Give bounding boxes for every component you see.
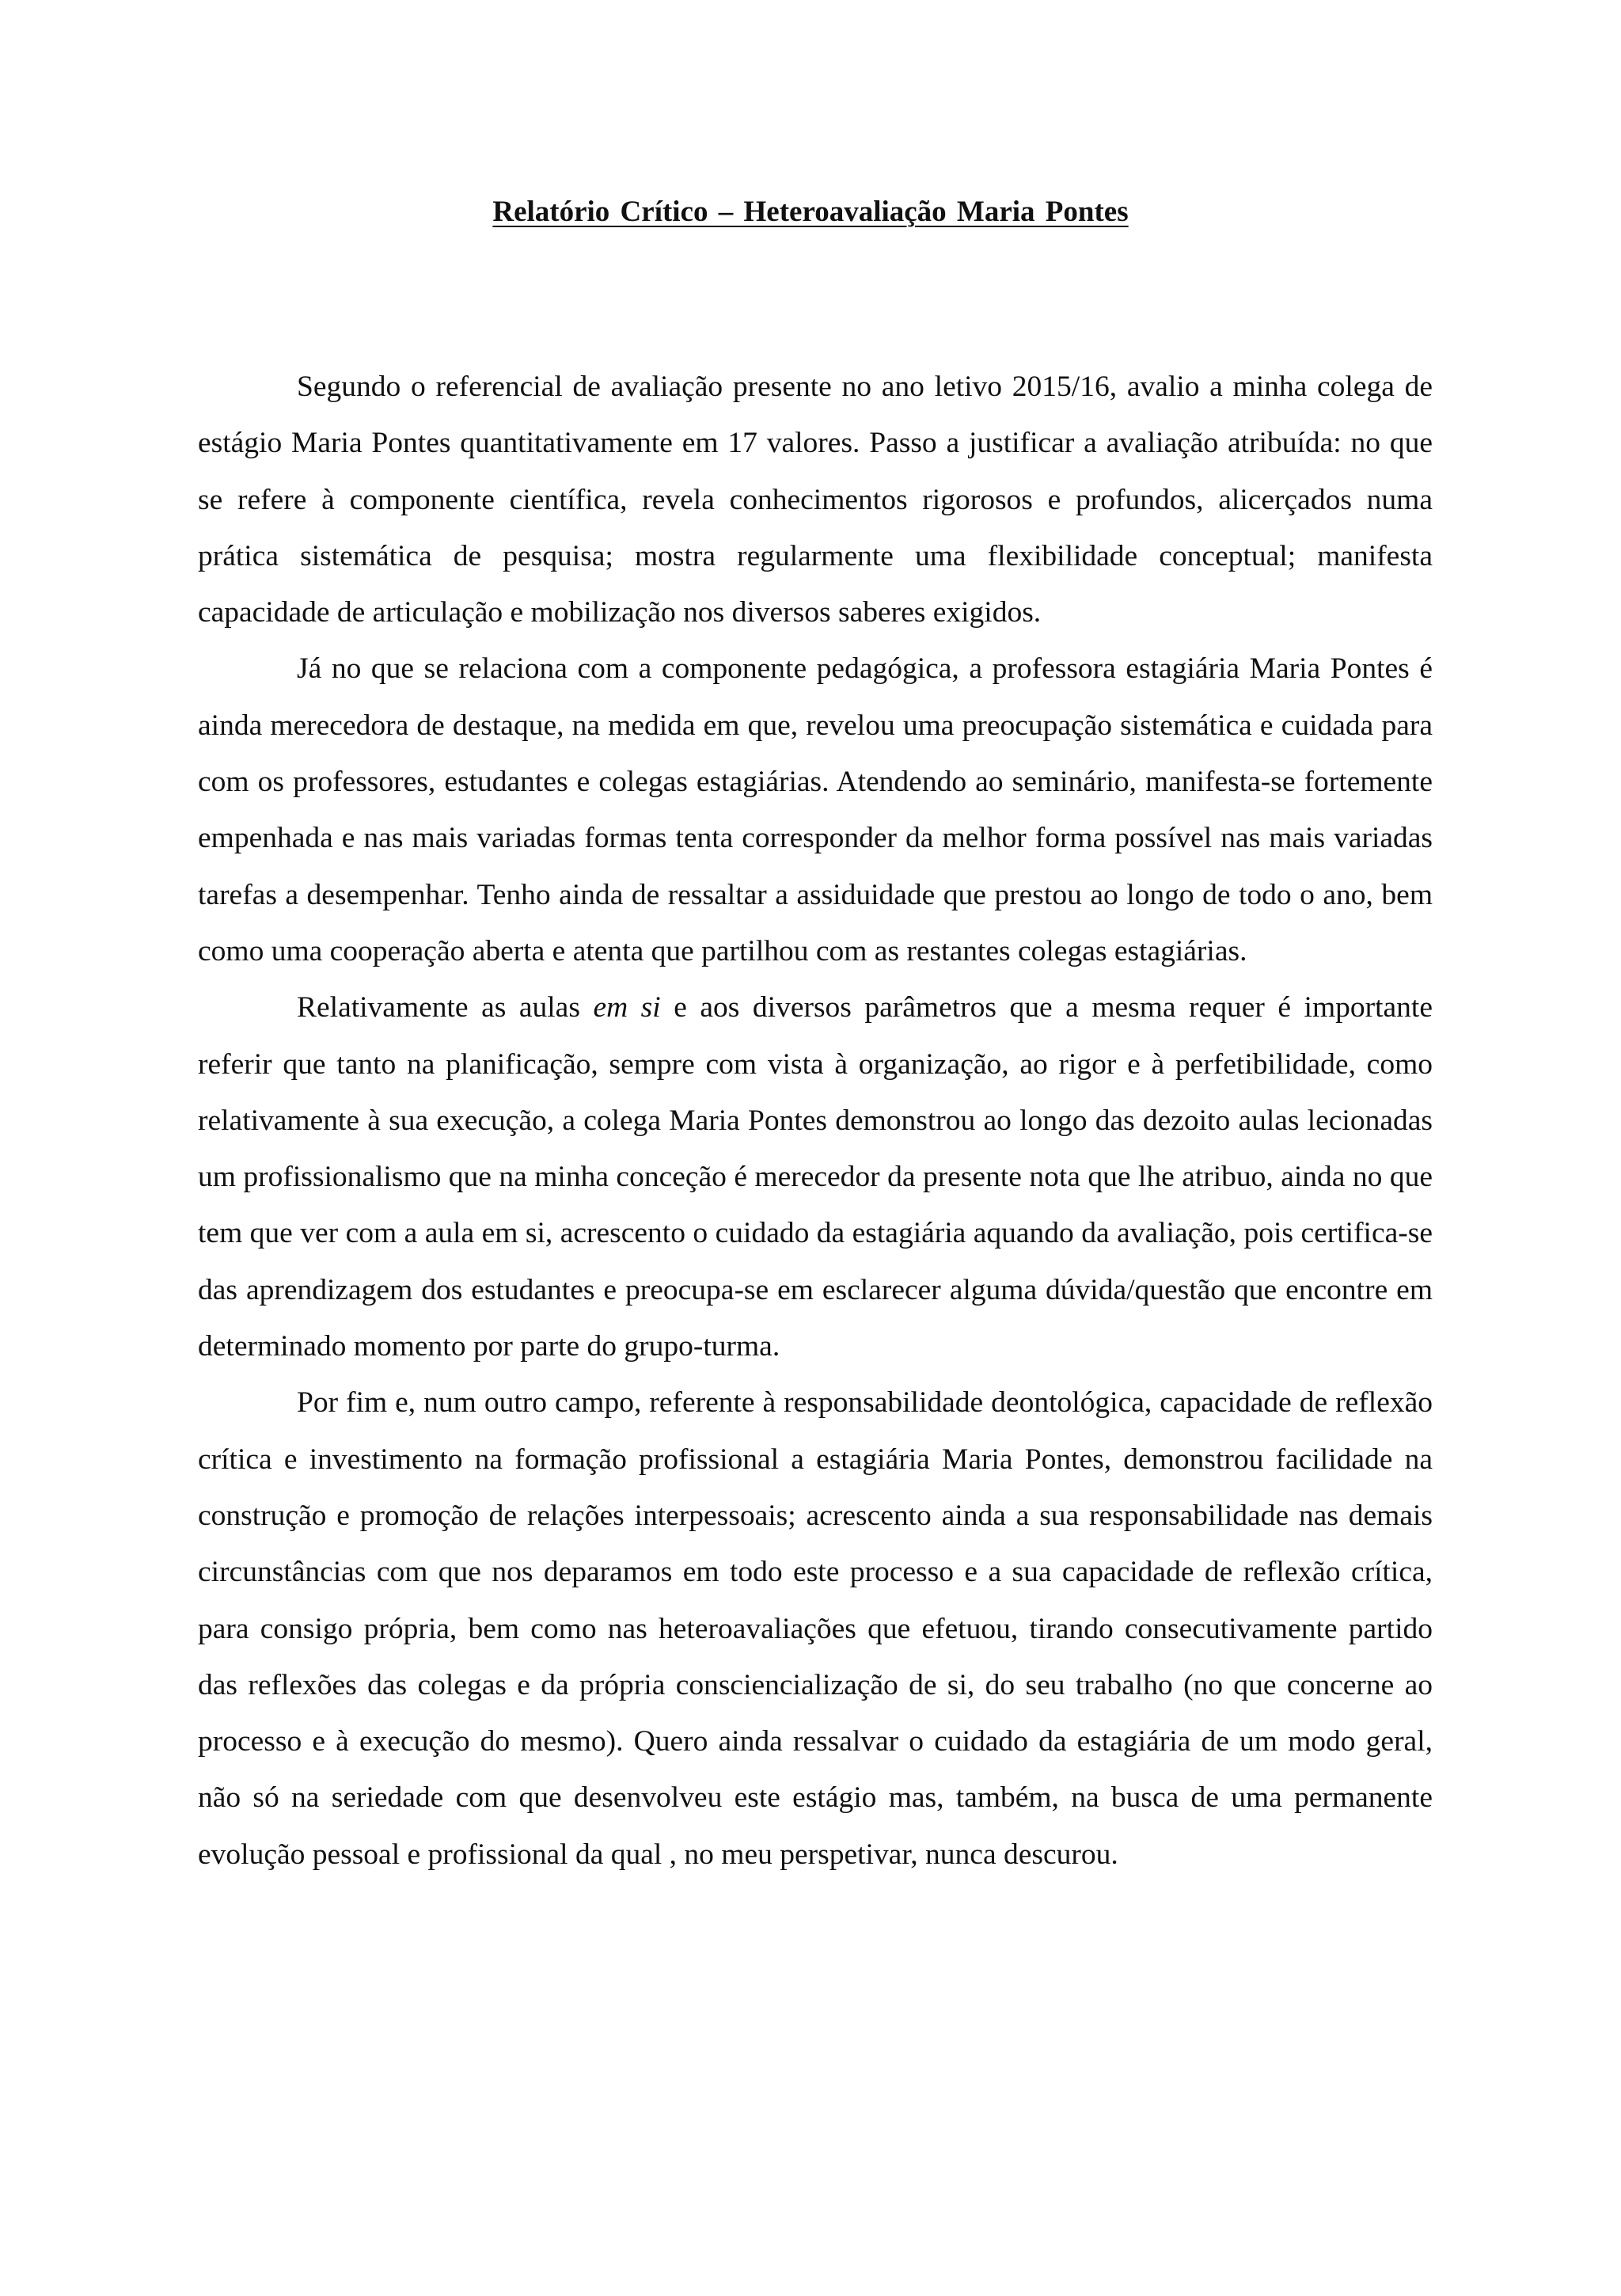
paragraph-classes-emphasis: em si xyxy=(593,991,661,1024)
paragraph-pedagogical-component: Já no que se relaciona com a componente pedagógica, a professora estagiária Maria Pontes é ainda merecedora de destaque, na medida em que, revelou uma preocupação sistemática e cuidada para com os professores, estudantes e colegas estagiárias. Atendendo ao seminário, manifesta-se fortemente empenhada e nas mais variadas formas tenta corresponder da melhor forma possível nas mais variadas tarefas a desempenhar. Tenho ainda de ressaltar a assiduidade que prestou ao longo de todo o ano, bem como uma cooperação aberta e atenta que partilhou com as restantes colegas estagiárias. xyxy=(198,652,1433,967)
paragraph-classes-text-before: Relativamente as aulas xyxy=(297,991,594,1024)
document-body xyxy=(198,359,1433,1883)
paragraph-deontological-responsibility: Por fim e, num outro campo, referente à responsabilidade deontológica, capacidade de reflexão crítica e investimento na formação profissional a estagiária Maria Pontes, demonstrou facilidade na construção e promoção de relações interpessoais; acrescento ainda a sua responsabilidade nas demais circunstâncias com que nos deparamos em todo este processo e a sua capacidade de reflexão crítica, para consigo própria, bem como nas heteroavaliações que efetuou, tirando consecutivamente partido das reflexões das colegas e da própria consciencialização de si, do seu trabalho (no que concerne ao processo e à execução do mesmo). Quero ainda ressalvar o cuidado da estagiária de um modo geral, não só na seriedade com que desenvolveu este estágio mas, também, na busca de uma permanente evolução pessoal e profissional da qual , no meu perspetivar, nunca descurou. xyxy=(198,1386,1433,1871)
document-title: Relatório Crítico – Heteroavaliação Maria Pontes xyxy=(492,196,1129,228)
paragraph-evaluation-summary: Segundo o referencial de avaliação presente no ano letivo 2015/16, avalio a minha colega de estágio Maria Pontes quantitativamente em 17 valores. Passo a justificar a avaliação atribuída: no que se refere à componente científica, revela conhecimentos rigorosos e profundos, alicerçados numa prática sistemática de pesquisa; mostra regularmente uma flexibilidade conceptual; manifesta capacidade de articulação e mobilização nos diversos saberes exigidos. xyxy=(198,371,1433,629)
paragraph-classes xyxy=(198,979,1433,1374)
paragraph-classes-text-after: e aos diversos parâmetros que a mesma requer é importante referir que tanto na planificação, sempre com vista à organização, ao rigor e à perfetibilidade, como relativamente à sua execução, a colega Maria Pontes demonstrou ao longo das dezoito aulas lecionadas um profissionalismo que na minha conceção é merecedor da presente nota que lhe atribuo, ainda no que tem que ver com a aula em si, acrescento o cuidado da estagiária aquando da avaliação, pois certifica-se das aprendizagem dos estudantes e preocupa-se em esclarecer alguma dúvida/questão que encontre em determinado momento por parte do grupo-turma. xyxy=(198,991,1433,1363)
